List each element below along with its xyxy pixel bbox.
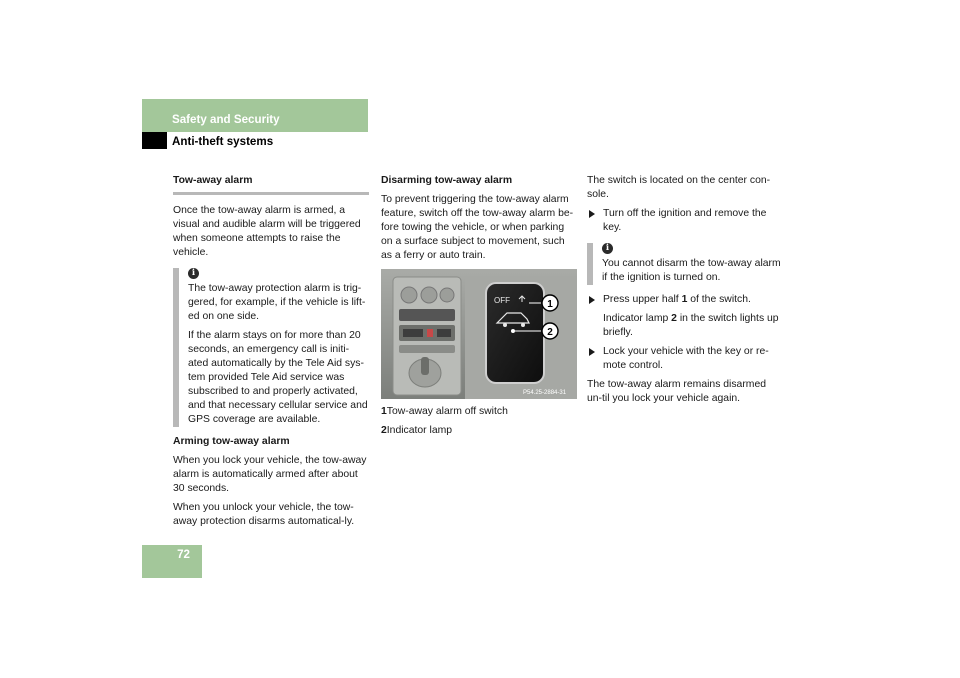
bullet-arrow-icon bbox=[589, 210, 595, 218]
svg-text:2: 2 bbox=[547, 327, 553, 338]
note-paragraph: You cannot disarm the tow-away alarm if the ignition is turned on. bbox=[602, 258, 781, 283]
disarming-heading: Disarming tow-away alarm bbox=[381, 175, 513, 186]
note-paragraph: If the alarm stays on for more than 20 seconds, an emergency call is initi-ated automatically by the Tele Aid sys-tem provided Tele Aid service was subscribed to and properly activated, and that necessary cellular service and GPS coverage are available. bbox=[188, 330, 368, 425]
note-bar bbox=[587, 243, 593, 285]
bullet-arrow-icon bbox=[589, 348, 595, 356]
disarming-intro: To prevent triggering the tow-away alarm feature, switch off the tow-away alarm be-fore towing the vehicle, or when parking on a surface subject to movement, such as a ferry or auto train. bbox=[381, 194, 574, 261]
arming-paragraph: When you lock your vehicle, the tow-away alarm is automatically armed after about 30 seconds. bbox=[173, 455, 367, 494]
subsection-marker bbox=[142, 132, 167, 149]
console-photo bbox=[381, 269, 577, 399]
info-note bbox=[587, 243, 783, 285]
closing-text: The tow-away alarm remains disarmed un-til you lock your vehicle again. bbox=[587, 379, 767, 404]
info-icon: i bbox=[188, 268, 199, 279]
svg-text:1: 1 bbox=[547, 299, 553, 310]
step-bullet: Turn off the ignition and remove the key. bbox=[587, 207, 783, 235]
indicator-lamp bbox=[511, 329, 515, 333]
column-3 bbox=[587, 174, 783, 411]
arming-heading: Arming tow-away alarm bbox=[173, 436, 290, 447]
column-2 bbox=[381, 174, 577, 443]
subsection-title: Anti-theft systems bbox=[172, 135, 274, 148]
step-result: Indicator lamp 2 in the switch lights up briefly. bbox=[603, 313, 779, 338]
note-bar bbox=[173, 268, 179, 427]
page-number: 72 bbox=[177, 548, 190, 561]
section-title: Safety and Security bbox=[172, 113, 280, 126]
column-1 bbox=[173, 174, 369, 534]
note-paragraph: The tow-away protection alarm is trig-gered, for example, if the vehicle is lift-ed on one side. bbox=[188, 283, 366, 322]
tow-away-alarm-heading: Tow-away alarm bbox=[173, 174, 369, 195]
step-bullet: Lock your vehicle with the key or re-mote control. bbox=[587, 345, 783, 373]
console-illustration bbox=[381, 269, 577, 399]
info-note bbox=[173, 268, 369, 427]
tow-away-intro: Once the tow-away alarm is armed, a visual and audible alarm will be triggered when someone attempts to raise the vehicle. bbox=[173, 205, 361, 258]
info-icon: i bbox=[602, 243, 613, 254]
arming-paragraph: When you unlock your vehicle, the tow-away protection disarms automatical-ly. bbox=[173, 502, 355, 527]
bullet-arrow-icon bbox=[589, 296, 595, 304]
legend-item: 2Indicator lamp bbox=[381, 425, 453, 436]
switch-off-label: OFF bbox=[494, 296, 510, 305]
switch-location-text: The switch is located on the center con-sole. bbox=[587, 175, 771, 200]
legend-item: 1Tow-away alarm off switch bbox=[381, 406, 508, 417]
figure-code: P54.25-2884-31 bbox=[523, 390, 567, 396]
step-bullet: Press upper half 1 of the switch. bbox=[587, 293, 783, 307]
